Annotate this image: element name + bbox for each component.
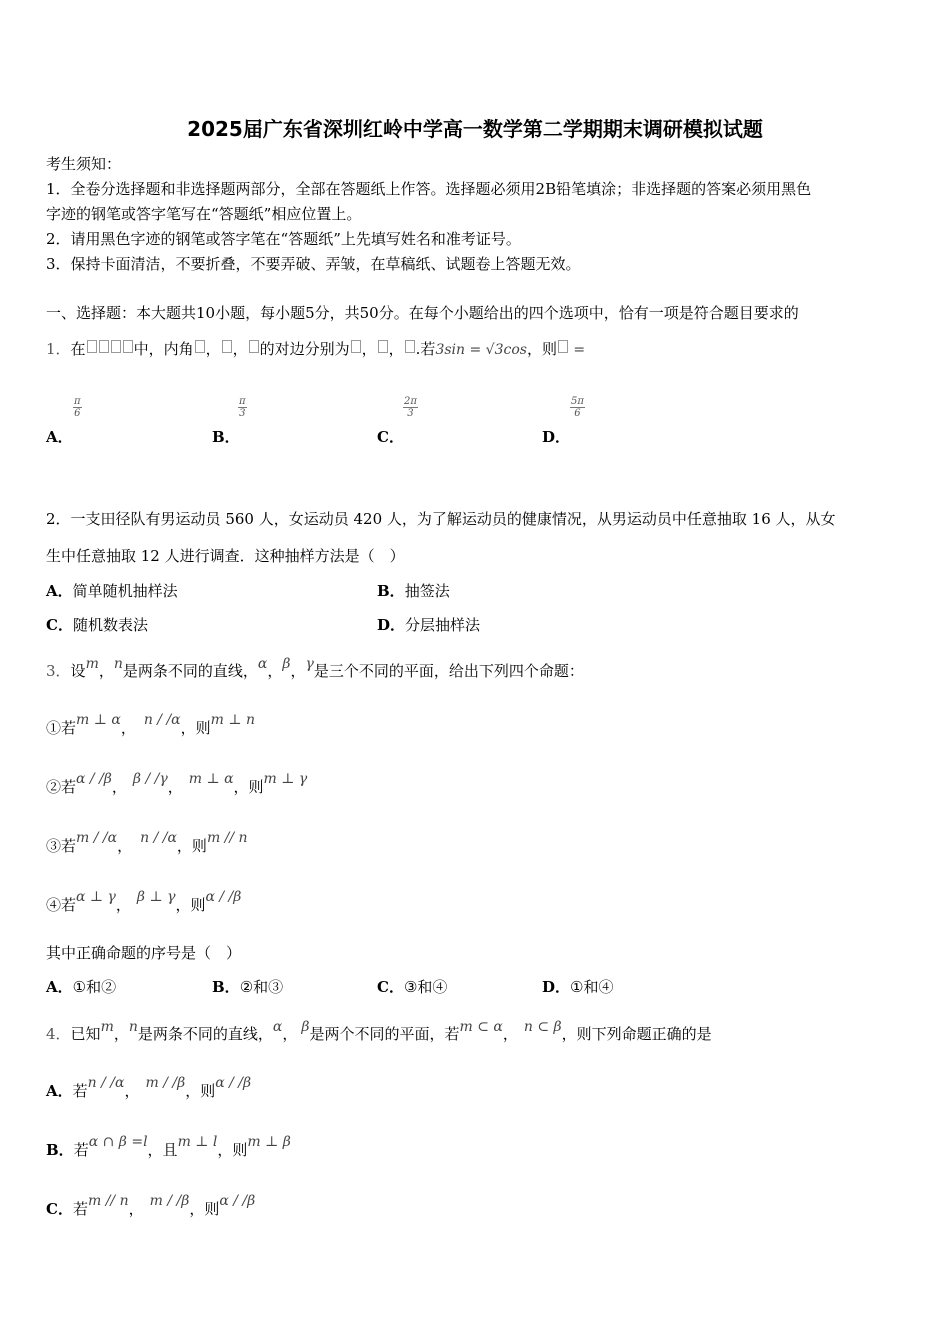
q3-prop-4: ④若α ⊥ γ， β ⊥ γ，则α / /β <box>46 889 242 914</box>
q4-option-b[interactable]: B．若α ∩ β =l，且m ⊥ l，则m ⊥ β <box>46 1134 291 1159</box>
q1-option-a[interactable] <box>46 426 73 447</box>
q1-text: .若 <box>415 340 436 358</box>
page-title: 2025届广东省深圳红岭中学高一数学第二学期期末调研模拟试题 <box>187 117 763 141</box>
q1-text: 的对边分别为 <box>259 340 350 358</box>
question-number: 1． <box>46 340 71 358</box>
q3-prop-1: ①若m ⊥ α， n / /α，则m ⊥ n <box>46 712 256 737</box>
question-1-stem: 1．在 中，内角 ， ， 的对边分别为 ， ， .若3sin = √3cos，则 = <box>46 340 586 358</box>
q1-option-c-fraction: $\frac{2\pi}{3}$ <box>404 396 417 419</box>
notice-heading: 考生须知： <box>46 155 122 173</box>
option-label: A． <box>46 428 73 446</box>
q1-text: ，则 <box>526 340 557 358</box>
notice-line-3: 2．请用黑色字迹的钢笔或答字笔在“答题纸”上先填写姓名和准考证号。 <box>46 230 521 248</box>
q3-prop-3: ③若m / /α， n / /α，则m // n <box>46 830 248 855</box>
question-4-stem: 4．已知m，n是两条不同的直线，α， β是两个不同的平面，若m ⊂ α， n ⊂ β，则下列命题正确的是 <box>46 1019 712 1043</box>
q4-option-a[interactable]: A．若n / /α， m / /β，则α / /β <box>46 1075 252 1100</box>
q3-option-c[interactable]: C．③和④ <box>377 978 448 996</box>
q1-equation-2: = <box>568 342 586 358</box>
q1-option-d-fraction: $\frac{5\pi}{6}$ <box>571 396 584 419</box>
q3-ask: 其中正确命题的序号是（ ） <box>46 944 242 962</box>
q1-option-b[interactable] <box>212 426 240 447</box>
q3-prop-2: ②若α / /β， β / /γ， m ⊥ α，则m ⊥ γ <box>46 771 308 796</box>
q2-option-b[interactable]: B．抽签法 <box>377 582 450 600</box>
notice-line-1: 1．全卷分选择题和非选择题两部分，全部在答题纸上作答。选择题必须用2B铅笔填涂；非选择题的答案必须用黑色 <box>46 180 812 198</box>
q2-option-d[interactable]: D．分层抽样法 <box>377 616 481 634</box>
q1-option-c[interactable] <box>377 426 404 447</box>
q1-text: 在 <box>70 340 86 358</box>
question-3-stem: 3．设m，n是两条不同的直线，α，β，γ是三个不同的平面，给出下列四个命题： <box>46 656 584 680</box>
q3-option-d[interactable]: D．①和④ <box>542 978 614 996</box>
q2-option-c[interactable]: C．随机数表法 <box>46 616 148 634</box>
q3-option-b[interactable]: B．②和③ <box>212 978 284 996</box>
q2-option-a[interactable]: A．简单随机抽样法 <box>46 582 178 600</box>
option-label: B． <box>212 428 240 446</box>
q3-option-a[interactable]: A．①和② <box>46 978 117 996</box>
option-label: C． <box>377 428 404 446</box>
section-heading: 一、选择题：本大题共10小题，每小题5分，共50分。在每个小题给出的四个选项中，恰有一项是符合题目要求的 <box>46 304 799 322</box>
q1-text: 中，内角 <box>133 340 194 358</box>
q1-option-d[interactable] <box>542 426 570 447</box>
question-2-line-2: 生中任意抽取 12 人进行调查．这种抽样方法是（ ） <box>46 547 405 565</box>
notice-line-2: 字迹的钢笔或答字笔写在“答题纸”相应位置上。 <box>46 205 362 223</box>
option-label: D． <box>542 428 571 446</box>
notice-line-4: 3．保持卡面清洁，不要折叠，不要弄破、弄皱，在草稿纸、试题卷上答题无效。 <box>46 255 581 273</box>
q1-equation: 3sin = √3cos <box>435 342 527 358</box>
q4-option-c[interactable]: C．若m // n， m / /β，则α / /β <box>46 1193 256 1218</box>
q1-option-a-fraction: $\frac{\pi}{6}$ <box>74 396 81 419</box>
question-2-line-1: 2．一支田径队有男运动员 560 人，女运动员 420 人，为了解运动员的健康情况，从男运动员中任意抽取 16 人，从女 <box>46 510 836 528</box>
q1-option-b-fraction: $\frac{\pi}{3}$ <box>239 396 246 419</box>
